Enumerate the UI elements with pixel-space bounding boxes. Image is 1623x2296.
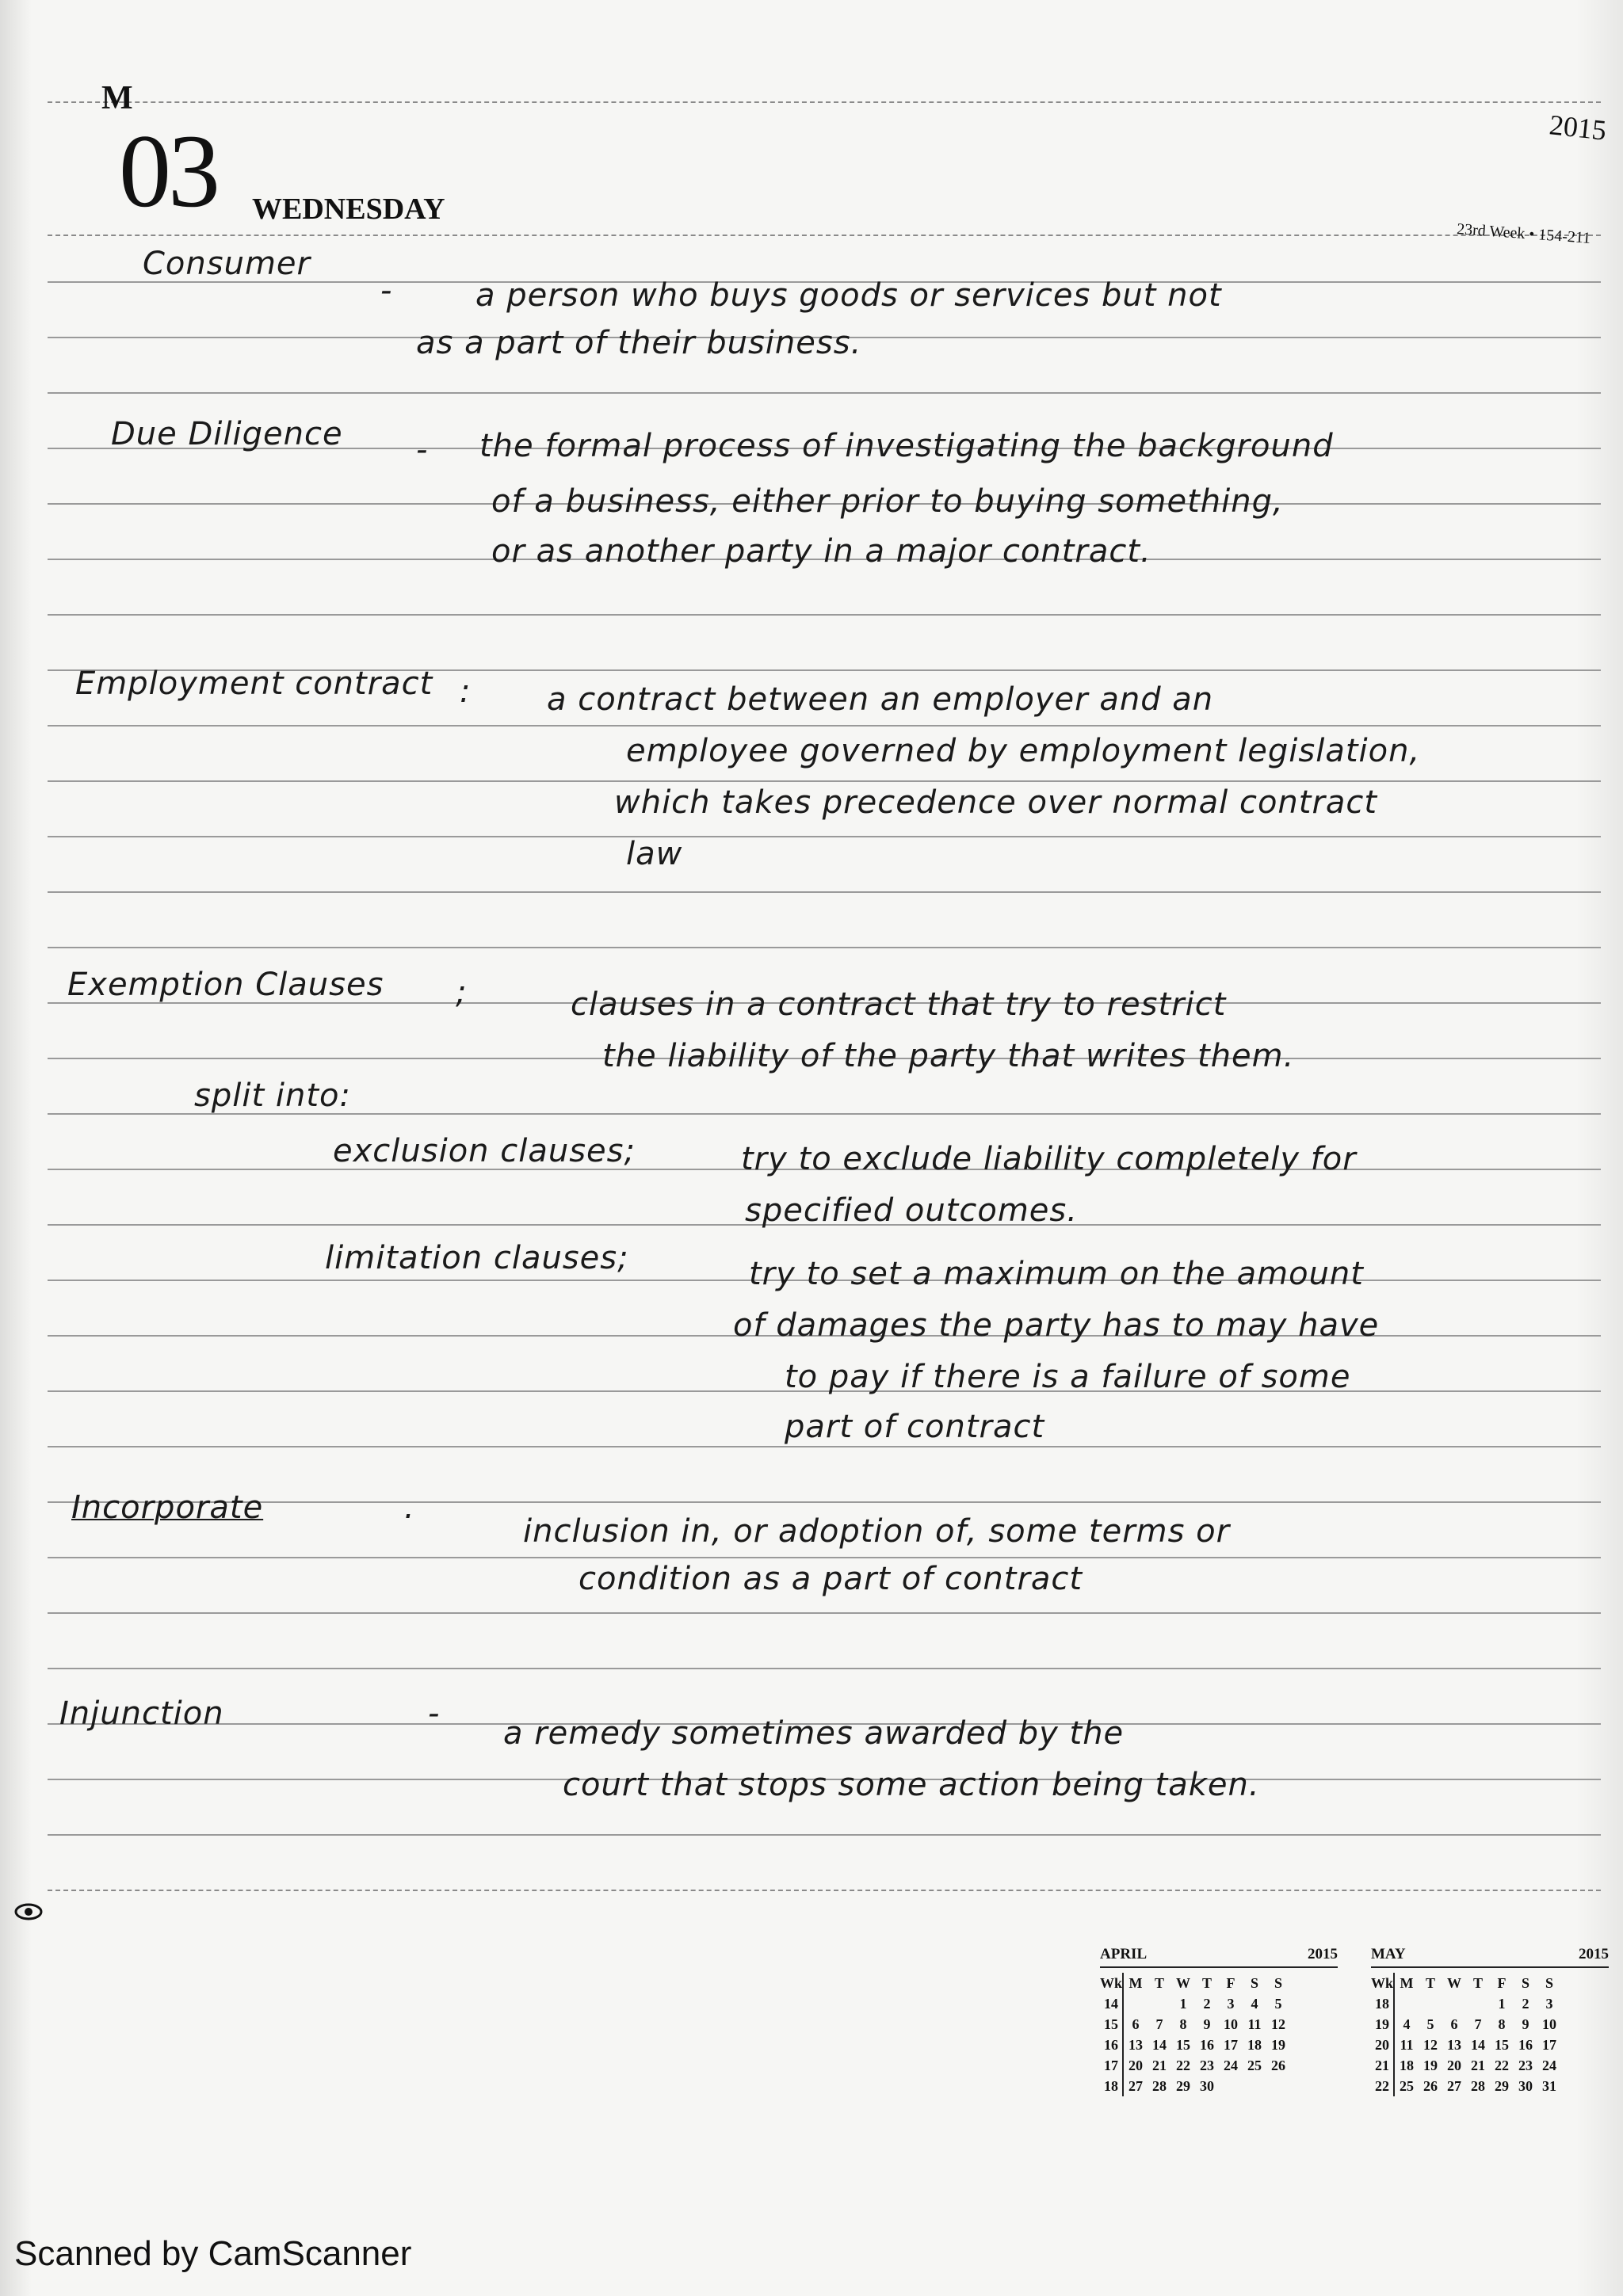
entry-term: Consumer	[143, 246, 311, 282]
entry-separator: .	[404, 1489, 415, 1526]
entry-term: Employment contract	[75, 666, 433, 702]
calendar-year: 2015	[1308, 1946, 1338, 1962]
calendar-day: 9	[1203, 2016, 1211, 2032]
calendar-day: 8	[1179, 2016, 1187, 2032]
ruled-line	[48, 614, 1601, 616]
ruled-line	[48, 1834, 1601, 1836]
entry-definition-line: clauses in a contract that try to restrict	[571, 986, 1227, 1023]
calendar-day: 19	[1423, 2057, 1438, 2073]
ruled-line	[48, 1501, 1601, 1503]
calendar-day: 21	[1471, 2057, 1486, 2073]
calendar-day	[1219, 2076, 1243, 2096]
calendar-day	[1419, 1993, 1442, 2014]
calendar-day: 5	[1274, 1995, 1282, 2012]
calendar-day	[1243, 2076, 1266, 2096]
calendar-day: 3	[1227, 1995, 1235, 2012]
entry-definition-line: of damages the party has to may have	[733, 1307, 1380, 1344]
bottom-dashed-rule	[48, 1890, 1601, 1891]
calendar-week-number: 20	[1371, 2035, 1394, 2055]
entry-term: Injunction	[59, 1695, 224, 1732]
ruled-line	[48, 780, 1601, 782]
ruled-line	[48, 725, 1601, 727]
calendar-weekday: Wk	[1371, 1973, 1394, 1993]
calendar-day: 17	[1224, 2036, 1239, 2053]
ruled-line	[48, 392, 1601, 394]
calendar-day: 23	[1518, 2057, 1533, 2073]
calendar-week-number: 18	[1100, 2076, 1123, 2096]
calendar-day: 30	[1518, 2077, 1533, 2094]
calendar-day: 3	[1545, 1995, 1553, 2012]
entry-definition-line: inclusion in, or adoption of, some terms or	[523, 1513, 1231, 1550]
calendar-day: 9	[1522, 2016, 1529, 2032]
calendar-day: 28	[1471, 2077, 1486, 2094]
calendar-weekday: S	[1251, 1974, 1259, 1991]
calendar-day: 24	[1542, 2057, 1557, 2073]
calendar-week-number: 14	[1100, 1993, 1123, 2014]
week-info: 23rd Week • 154-211	[1456, 220, 1591, 247]
calendar-day: 17	[1542, 2036, 1557, 2053]
calendar-day: 13	[1447, 2036, 1462, 2053]
ruled-line	[48, 1612, 1601, 1614]
ruled-line	[48, 1557, 1601, 1558]
calendar-day: 10	[1224, 2016, 1239, 2032]
top-dashed-rule	[48, 101, 1601, 103]
calendar-day: 29	[1176, 2077, 1191, 2094]
calendar-weekday: T	[1155, 1974, 1165, 1991]
calendar-day: 1	[1498, 1995, 1506, 2012]
entry-definition-line: as a part of their business.	[416, 325, 862, 361]
calendar-day: 2	[1522, 1995, 1529, 2012]
calendar-day: 12	[1271, 2016, 1286, 2032]
entry-definition-line: which takes precedence over normal contract	[614, 784, 1378, 821]
ruled-line	[48, 836, 1601, 837]
scanner-watermark: Scanned by CamScanner	[14, 2234, 412, 2273]
calendar-weekday: S	[1274, 1974, 1283, 1991]
entry-definition-line: a person who buys goods or services but not	[475, 277, 1222, 314]
entry-definition-line: to pay if there is a failure of some	[785, 1359, 1351, 1395]
calendar-weekday: W	[1176, 1974, 1191, 1991]
calendar-weekday: S	[1545, 1974, 1554, 1991]
entry-term: Incorporate	[71, 1489, 264, 1526]
month-mark: M	[101, 80, 133, 116]
calendar-day	[1442, 1993, 1466, 2014]
calendar-day: 4	[1251, 1995, 1258, 2012]
entry-subterm: limitation clauses;	[325, 1240, 629, 1276]
entry-separator: -	[380, 273, 393, 309]
calendar-day: 6	[1450, 2016, 1458, 2032]
calendar-weekday: T	[1473, 1974, 1484, 1991]
calendar-day: 24	[1224, 2057, 1239, 2073]
calendar-day	[1466, 1993, 1490, 2014]
calendar-week-number: 18	[1371, 1993, 1394, 2014]
calendar-day: 15	[1495, 2036, 1510, 2053]
calendar-day: 20	[1447, 2057, 1462, 2073]
calendar-day: 15	[1176, 2036, 1191, 2053]
calendar-may	[1371, 1946, 1609, 2096]
calendar-day: 4	[1403, 2016, 1411, 2032]
calendar-day: 2	[1203, 1995, 1211, 2012]
entry-definition-line: a remedy sometimes awarded by the	[503, 1715, 1125, 1752]
calendar-day: 14	[1152, 2036, 1167, 2053]
calendar-day: 11	[1247, 2016, 1262, 2032]
entry-subterm: exclusion clauses;	[333, 1133, 636, 1169]
calendar-day: 27	[1447, 2077, 1462, 2094]
entry-definition-line: the formal process of investigating the background	[479, 428, 1334, 464]
calendar-day: 21	[1152, 2057, 1167, 2073]
calendar-day: 16	[1200, 2036, 1215, 2053]
entry-definition-line: condition as a part of contract	[579, 1561, 1083, 1597]
calendar-weekday: M	[1128, 1974, 1143, 1991]
ruled-line	[48, 891, 1601, 893]
entry-separator: -	[416, 432, 429, 468]
calendar-day: 22	[1176, 2057, 1191, 2073]
calendar-day: 11	[1400, 2036, 1414, 2053]
calendar-week-number: 21	[1371, 2055, 1394, 2076]
calendar-day: 29	[1495, 2077, 1510, 2094]
calendar-month: MAY	[1371, 1946, 1406, 1962]
entry-definition-line: a contract between an employer and an	[547, 681, 1214, 718]
entry-definition-line: the liability of the party that writes them.	[602, 1038, 1295, 1074]
calendar-day: 7	[1474, 2016, 1482, 2032]
ruled-line	[48, 1446, 1601, 1447]
calendar-day: 23	[1200, 2057, 1215, 2073]
calendar-year: 2015	[1579, 1946, 1609, 1962]
calendar-day: 10	[1542, 2016, 1557, 2032]
calendar-month: APRIL	[1100, 1946, 1148, 1962]
calendar-day	[1123, 1993, 1148, 2014]
calendar-week-number: 16	[1100, 2035, 1123, 2055]
date-dashed-rule	[48, 235, 1601, 236]
calendar-day: 27	[1128, 2077, 1144, 2094]
calendar-day: 14	[1471, 2036, 1486, 2053]
entry-definition-line: specified outcomes.	[745, 1192, 1078, 1229]
entry-definition-line: try to exclude liability completely for	[741, 1141, 1357, 1177]
subheading: split into:	[194, 1077, 351, 1114]
entry-separator: -	[428, 1695, 441, 1732]
calendar-day: 22	[1495, 2057, 1510, 2073]
ruled-line	[48, 947, 1601, 948]
calendar-day: 31	[1542, 2077, 1557, 2094]
calendar-weekday: M	[1400, 1974, 1414, 1991]
calendar-weekday: Wk	[1100, 1973, 1123, 1993]
entry-definition-line: employee governed by employment legislation,	[626, 733, 1421, 769]
calendar-day: 6	[1132, 2016, 1140, 2032]
entry-definition-line: of a business, either prior to buying something,	[491, 483, 1284, 520]
calendar-weekday: T	[1202, 1974, 1212, 1991]
calendar-weekday: W	[1447, 1974, 1462, 1991]
calendar-day: 7	[1155, 2016, 1163, 2032]
entry-definition-line: court that stops some action being taken.	[563, 1767, 1260, 1803]
calendar-week-number: 15	[1100, 2014, 1123, 2035]
calendar-day: 5	[1426, 2016, 1434, 2032]
entry-definition-line: or as another party in a major contract.	[491, 533, 1151, 570]
calendar-week-number: 19	[1371, 2014, 1394, 2035]
calendar-day: 18	[1247, 2036, 1262, 2053]
calendar-day: 19	[1271, 2036, 1286, 2053]
ruled-line	[48, 1668, 1601, 1669]
entry-term: Exemption Clauses	[67, 967, 384, 1003]
calendar-day: 25	[1400, 2077, 1415, 2094]
calendar-day	[1148, 1993, 1171, 2014]
calendar-day: 30	[1200, 2077, 1215, 2094]
calendar-week-number: 22	[1371, 2076, 1394, 2096]
year-label: 2015	[1548, 109, 1608, 147]
entry-definition-line: part of contract	[785, 1409, 1045, 1445]
calendar-april	[1100, 1946, 1338, 2096]
calendar-weekday: S	[1522, 1974, 1530, 1991]
calendar-grid	[1371, 1973, 1561, 2096]
day-name: WEDNESDAY	[252, 193, 445, 226]
calendar-day: 1	[1179, 1995, 1187, 2012]
calendar-day: 20	[1128, 2057, 1144, 2073]
calendar-day: 12	[1423, 2036, 1438, 2053]
entry-separator: ;	[456, 974, 468, 1011]
calendar-weekday: T	[1426, 1974, 1436, 1991]
calendar-day: 8	[1498, 2016, 1506, 2032]
day-number: 03	[119, 113, 217, 229]
entry-term: Due Diligence	[111, 416, 343, 452]
calendar-day: 26	[1423, 2077, 1438, 2094]
calendar-day	[1394, 1993, 1419, 2014]
calendar-weekday: F	[1226, 1974, 1235, 1991]
calendar-day: 16	[1518, 2036, 1533, 2053]
entry-separator: :	[460, 673, 472, 710]
entry-definition-line: try to set a maximum on the amount	[749, 1256, 1364, 1292]
calendar-day	[1266, 2076, 1290, 2096]
calendar-day: 28	[1152, 2077, 1167, 2094]
entry-definition-line: law	[626, 836, 683, 872]
calendar-grid	[1100, 1973, 1290, 2096]
eye-icon	[14, 1903, 43, 1920]
calendar-day: 25	[1247, 2057, 1262, 2073]
calendar-week-number: 17	[1100, 2055, 1123, 2076]
calendar-day: 18	[1400, 2057, 1415, 2073]
calendar-weekday: F	[1497, 1974, 1507, 1991]
calendar-day: 26	[1271, 2057, 1286, 2073]
calendar-day: 13	[1128, 2036, 1144, 2053]
